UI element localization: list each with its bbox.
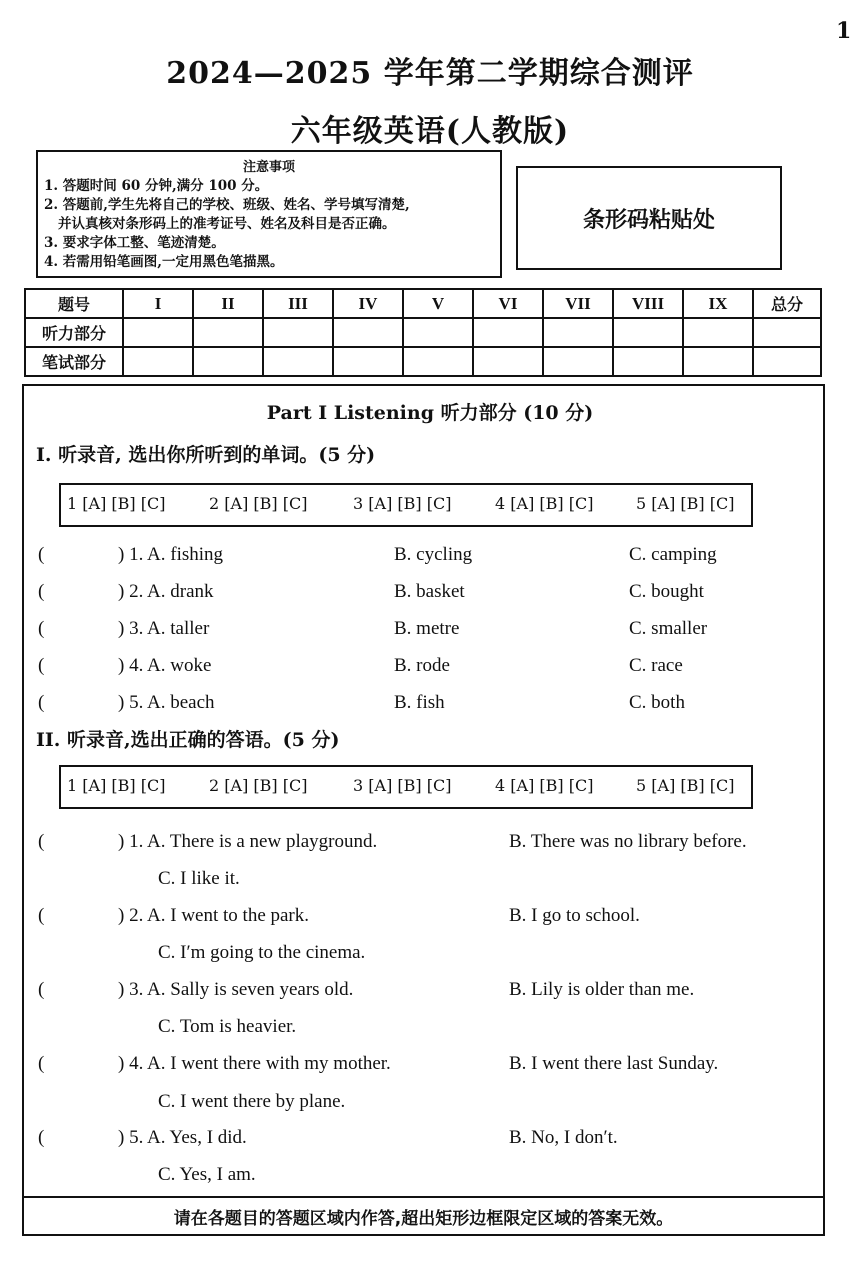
score-cell[interactable] — [473, 347, 543, 376]
notice-box — [36, 150, 502, 278]
page-number: 1 — [836, 18, 852, 44]
score-cell[interactable] — [753, 318, 821, 347]
answer-blank[interactable]: ( — [38, 831, 45, 852]
score-cell[interactable] — [683, 318, 753, 347]
question-option-b: B. fish — [394, 692, 445, 713]
score-row-label: 笔试部分 — [25, 347, 123, 376]
score-header-cell: IV — [333, 289, 403, 318]
question-option-c: C. Tom is heavier. — [158, 1016, 297, 1037]
score-header-cell: II — [193, 289, 263, 318]
score-header-cell: VI — [473, 289, 543, 318]
question-option-b: B. I went there last Sunday. — [509, 1053, 719, 1074]
footer-note: 请在各题目的答题区域内作答,超出矩形边框限定区域的答案无效。 — [173, 1209, 674, 1229]
score-cell[interactable] — [193, 318, 263, 347]
score-cell[interactable] — [333, 318, 403, 347]
score-cell[interactable] — [683, 347, 753, 376]
score-cell[interactable] — [123, 318, 193, 347]
question-option-a: ) 2. A. I went to the park. — [118, 905, 310, 926]
barcode-area: 条形码粘贴处 — [516, 166, 782, 270]
answer-grid — [59, 765, 753, 809]
answer-blank[interactable]: ( — [38, 655, 45, 676]
score-cell[interactable] — [193, 347, 263, 376]
answer-blank[interactable]: ( — [38, 544, 45, 565]
question-option-c: C. both — [629, 692, 685, 713]
score-header-cell: V — [403, 289, 473, 318]
score-table-header-row — [25, 289, 821, 318]
answer-choice-group[interactable]: 3 [A] [B] [C] — [353, 494, 452, 513]
score-cell[interactable] — [263, 347, 333, 376]
score-header-cell: 题号 — [25, 289, 123, 318]
answer-blank[interactable]: ( — [38, 979, 45, 1000]
question-option-a: ) 3. A. taller — [118, 618, 210, 639]
question-option-a: ) 5. A. beach — [118, 692, 215, 713]
score-cell[interactable] — [613, 318, 683, 347]
question-option-b: B. I go to school. — [509, 905, 640, 926]
question-option-a: ) 3. A. Sally is seven years old. — [118, 979, 354, 1000]
question-option-a: ) 2. A. drank — [118, 581, 214, 602]
score-cell[interactable] — [263, 318, 333, 347]
question-option-b: B. rode — [394, 655, 450, 676]
answer-choice-group[interactable]: 2 [A] [B] [C] — [209, 776, 308, 795]
score-header-cell: VII — [543, 289, 613, 318]
score-table-row — [25, 318, 821, 347]
question-option-a: ) 1. A. There is a new playground. — [118, 831, 378, 852]
question-option-b: B. There was no library before. — [509, 831, 747, 852]
question-option-a: ) 4. A. I went there with my mother. — [118, 1053, 391, 1074]
score-cell[interactable] — [123, 347, 193, 376]
notice-item: 3. 要求字体工整、笔迹清楚。 — [44, 235, 225, 251]
notice-item: 并认真核对条形码上的准考证号、姓名及科目是否正确。 — [58, 216, 396, 232]
score-header-cell: IX — [683, 289, 753, 318]
answer-choice-group[interactable]: 4 [A] [B] [C] — [495, 494, 594, 513]
answer-choice-group[interactable]: 5 [A] [B] [C] — [636, 776, 735, 795]
notice-title: 注意事项 — [242, 160, 295, 175]
exam-subtitle: 六年级英语(人教版) — [290, 114, 570, 149]
notice-item: 4. 若需用铅笔画图,一定用黑色笔描黑。 — [44, 254, 284, 270]
notice-item: 2. 答题前,学生先将自己的学校、班级、姓名、学号填写清楚, — [44, 197, 410, 213]
question-option-c: C. Yes, I am. — [158, 1164, 256, 1185]
question-option-b: B. basket — [394, 581, 465, 602]
answer-blank[interactable]: ( — [38, 1127, 45, 1148]
question-option-a: ) 1. A. fishing — [118, 544, 224, 565]
score-header-cell: VIII — [613, 289, 683, 318]
question-option-c: C. smaller — [629, 618, 708, 639]
answer-choice-group[interactable]: 1 [A] [B] [C] — [67, 494, 166, 513]
answer-choice-group[interactable]: 5 [A] [B] [C] — [636, 494, 735, 513]
exam-title: 2024—2025 学年第二学期综合测评 — [166, 56, 694, 91]
score-table — [24, 288, 822, 377]
question-option-b: B. cycling — [394, 544, 473, 565]
score-row-label: 听力部分 — [25, 318, 123, 347]
score-cell[interactable] — [613, 347, 683, 376]
answer-blank[interactable]: ( — [38, 692, 45, 713]
score-cell[interactable] — [333, 347, 403, 376]
question-option-b: B. Lily is older than me. — [509, 979, 695, 1000]
question-option-b: B. No, I don′t. — [509, 1127, 618, 1148]
score-cell[interactable] — [543, 318, 613, 347]
score-cell[interactable] — [403, 318, 473, 347]
answer-blank[interactable]: ( — [38, 618, 45, 639]
notice-item: 1. 答题时间 60 分钟,满分 100 分。 — [44, 178, 269, 194]
question-option-c: C. bought — [629, 581, 704, 602]
question-option-a: ) 4. A. woke — [118, 655, 212, 676]
question-option-c: C. I′m going to the cinema. — [158, 942, 366, 963]
score-cell[interactable] — [753, 347, 821, 376]
question-option-b: B. metre — [394, 618, 460, 639]
part-title: Part I Listening 听力部分 (10 分) — [266, 402, 594, 424]
score-header-cell: 总分 — [753, 289, 821, 318]
answer-choice-group[interactable]: 4 [A] [B] [C] — [495, 776, 594, 795]
answer-blank[interactable]: ( — [38, 1053, 45, 1074]
answer-choice-group[interactable]: 3 [A] [B] [C] — [353, 776, 452, 795]
question-option-c: C. I like it. — [158, 868, 240, 889]
question-option-a: ) 5. A. Yes, I did. — [118, 1127, 247, 1148]
score-header-cell: III — [263, 289, 333, 318]
footer-divider — [22, 1196, 825, 1198]
score-table-row — [25, 347, 821, 376]
question-option-c: C. race — [629, 655, 683, 676]
question-option-c: C. camping — [629, 544, 717, 565]
score-cell[interactable] — [403, 347, 473, 376]
score-cell[interactable] — [473, 318, 543, 347]
section-title: I. 听录音, 选出你所听到的单词。(5 分) — [36, 444, 376, 466]
answer-blank[interactable]: ( — [38, 581, 45, 602]
score-cell[interactable] — [543, 347, 613, 376]
question-option-c: C. I went there by plane. — [158, 1091, 346, 1112]
section-title: II. 听录音,选出正确的答语。(5 分) — [36, 729, 340, 751]
answer-choice-group[interactable]: 1 [A] [B] [C] — [67, 776, 166, 795]
answer-grid — [59, 483, 753, 527]
score-header-cell: I — [123, 289, 193, 318]
answer-blank[interactable]: ( — [38, 905, 45, 926]
answer-choice-group[interactable]: 2 [A] [B] [C] — [209, 494, 308, 513]
